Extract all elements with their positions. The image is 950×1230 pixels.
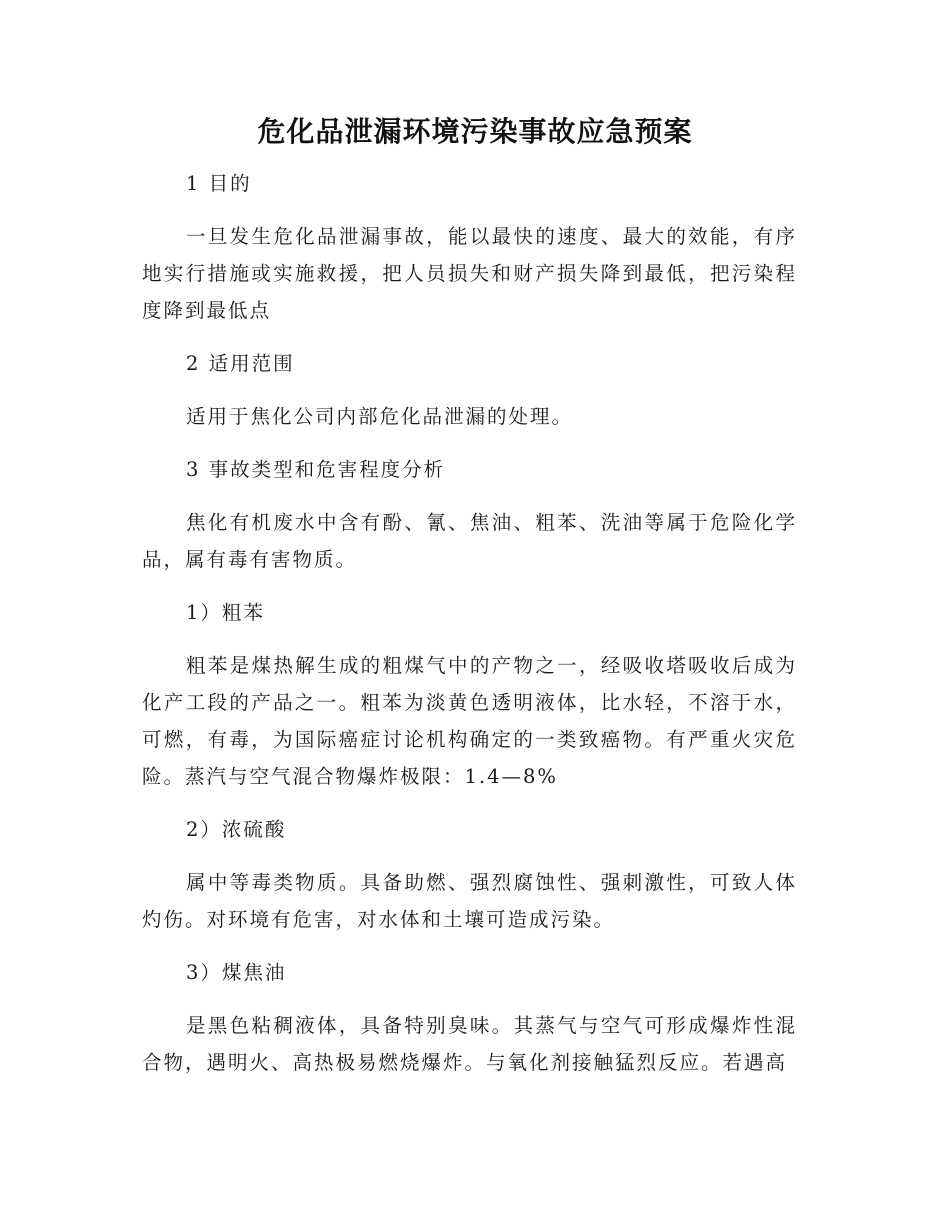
subheading-crude-benzene: 1）粗苯 <box>186 601 265 624</box>
paragraph-sulfuric-acid: 属中等毒类物质。具备助燃、强烈腐蚀性、强刺激性，可致人体灼伤。对环境有危害，对水体和土壤可造成污染。 <box>142 871 797 931</box>
section-heading-analysis: 3 事故类型和危害程度分析 <box>186 458 446 481</box>
section-heading-purpose: 1 目的 <box>186 172 252 195</box>
subheading-sulfuric-acid: 2）浓硫酸 <box>186 818 287 841</box>
section-heading-scope: 2 适用范围 <box>186 352 295 375</box>
paragraph-analysis: 焦化有机废水中含有酚、氰、焦油、粗苯、洗油等属于危险化学品，属有毒有害物质。 <box>142 511 797 571</box>
paragraph-crude-benzene: 粗苯是煤热解生成的粗煤气中的产物之一，经吸收塔吸收后成为化产工段的产品之一。粗苯为淡黄色透明液体，比水轻，不溶于水，可燃，有毒，为国际癌症讨论机构确定的一类致癌物。有严重火灾危险。蒸汽与空气混合物爆炸极限：1.4—8% <box>142 654 797 788</box>
paragraph-purpose: 一旦发生危化品泄漏事故，能以最快的速度、最大的效能，有序地实行措施或实施救援，把人员损失和财产损失降到最低，把污染程度降到最低点 <box>142 225 797 322</box>
document-body <box>142 165 797 1081</box>
paragraph-coal-tar: 是黑色粘稠液体，具备特别臭味。其蒸气与空气可形成爆炸性混合物，遇明火、高热极易燃烧爆炸。与氧化剂接触猛烈反应。若遇高 <box>142 1014 797 1074</box>
paragraph-scope: 适用于焦化公司内部危化品泄漏的处理。 <box>186 405 574 428</box>
document-title: 危化品泄漏环境污染事故应急预案 <box>257 115 693 148</box>
subheading-coal-tar: 3）煤焦油 <box>186 961 287 984</box>
